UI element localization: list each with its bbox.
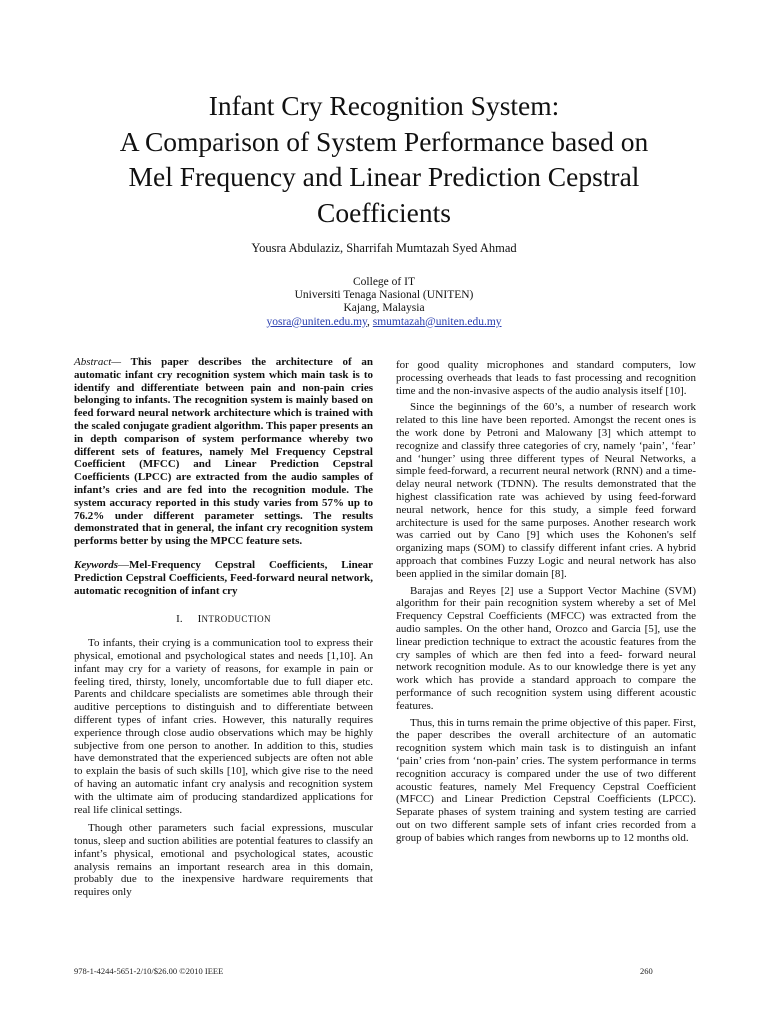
section-title-rest: NTRODUCTION [201, 614, 271, 625]
right-paragraph-1: for good quality microphones and standard computers, low processing overheads that leads to fast processing and recognition time and the non-invasive aspects of the audio analysis itself [10]. [396, 359, 696, 397]
email-separator: , [367, 315, 373, 328]
affiliation-college: College of IT [353, 276, 415, 288]
keywords-text: Mel-Frequency Cepstral Coefficients, Linear Prediction Cepstral Coefficients, Feed-forward neural network, automatic recognition of infant cry [74, 558, 373, 597]
paper-title [40, 88, 728, 230]
page-number: 260 [640, 966, 653, 976]
title-line-4: Coefficients [317, 196, 451, 228]
right-paragraph-4: Thus, this in turns remain the prime objective of this paper. First, the paper describes the overall architecture of an automatic recognition system which main task is to distinguish an infant ‘pain’ cries from ‘non-pain’ cries. The system performance in terms recognition accuracy is compared under the use of two different acoustic features, namely Mel Frequency Cepstral Coefficient (MFCC) and Linear Prediction Cepstral Coefficients (LPCC). Separate phases of system training and system testing are carried out on two different sample sets of infant cries recorded from a group of babies which ranges from newborns up to 12 months old. [396, 716, 696, 844]
affiliation-block [40, 276, 728, 329]
right-column [396, 359, 696, 844]
title-line-1: Infant Cry Recognition System: [208, 90, 560, 121]
email-link-2[interactable]: smumtazah@uniten.edu.my [372, 315, 502, 328]
email-link-1[interactable]: yosra@uniten.edu.my [266, 315, 368, 328]
abstract-label: Abstract— [74, 356, 122, 368]
abstract-text: This paper describes the architecture of an automatic infant cry recognition system which main task is to identify and differentiate between pain and non-pain cries belonging to infants. The recognition system is mainly based on feed forward neural network architecture which is trained with the scaled conjugate gradient algorithm. This paper presents an in depth comparison of system performance whereby two different sets of features, namely Mel Frequency Cepstral Coefficient (MFCC) and Linear Prediction Cepstral Coefficients (LPCC) are extracted from the audio samples of infant’s cries and are fed into the recognition module. The system accuracy reported in this study varies from 57% up to 76.2% under different parameter settings. The results demonstrated that in general, the infant cry recognition system performs better by using the MPCC feature sets. [74, 356, 373, 548]
right-paragraph-2: Since the beginnings of the 60’s, a number of research work related to this line have been reported. Amongst the recent ones is the work done by Petroni and Malowany [3] which attempt to recognize and classify three categories of cry, namely ‘pain’, ‘fear’ and ‘hunger’ using three different types of Neural Networks, a simple feed-forward, a recurrent neural network (RNN) and a time-delay neural network (TDNN). The results demonstrated that the highest classification rate was achieved by using feed-forward neural network, hence for this study, a simple feed forward architecture is used for the same purposes. Another research work was carried out by Cano [9] which uses the Kohonen's self organizing maps (SOM) to classify different infant cries. A hybrid approach that combines Fuzzy Logic and neural network has also been applied in the similar domain [8]. [396, 401, 696, 580]
author-list: Yousra Abdulaziz, Sharrifah Mumtazah Syed Ahmad [251, 241, 517, 255]
footer-copyright: 978-1-4244-5651-2/10/$26.00 ©2010 IEEE [74, 966, 224, 976]
abstract [74, 356, 373, 548]
section-title-initial: I [197, 613, 202, 626]
affiliation-location: Kajang, Malaysia [343, 302, 425, 315]
right-paragraph-3: Barajas and Reyes [2] use a Support Vector Machine (SVM) algorithm for their pain recognition system whereby a set of Mel Frequency Cepstral Coefficients (MFCC) was extracted from the audio samples. On the other hand, Orozco and Garcia [5], use the linear prediction technique to extract the acoustic features from the cry samples of which are then fed into a feed- forward neural network recognition module. As to our knowledge there is yet any work which has provide a standard approach to compare the performance of such recognition system using different acoustic features. [396, 584, 696, 712]
title-line-3: Mel Frequency and Linear Prediction Cepstral [128, 161, 640, 192]
left-paragraph-1: To infants, their crying is a communication tool to express their physical, emotional and psychological states and needs [1,10]. An infant may cry for a variety of reasons, for example in pain or feeling tired, thirsty, lonely, uncomfortable due to full diaper etc. Parents and childcare specialists are sometimes able through their auditive perceptions to distinguish and to differentiate between different types of infant cries. However, this naturally requires experience through close audio observations which may be highly subjective from one person to another. In addition to this, studies have demonstrated that the experienced subjects are often not able to explain the basis of such skills [10], which give rise to the need of having an automatic infant cry analysis and recognition system with the ultimate aim of producing standardized applications for real life clinical settings. [74, 637, 373, 816]
section-heading-introduction [74, 613, 373, 626]
keywords [74, 559, 373, 597]
affiliation-emails [40, 316, 728, 329]
section-number: I. [176, 613, 183, 626]
keywords-label: Keywords [74, 558, 118, 571]
left-paragraph-2: Though other parameters such facial expressions, muscular tonus, sleep and suction abilities are potential features to classify an infant’s physical, emotional and psychological states, acoustic analysis remains an important research area in this domain, probably due to the inexpensive hardware requirements that requires only [74, 822, 373, 899]
left-column [74, 356, 373, 899]
keywords-dash: — [118, 558, 129, 571]
affiliation-university: Universiti Tenaga Nasional (UNITEN) [294, 289, 474, 302]
title-line-2: A Comparison of System Performance based on [119, 125, 649, 157]
